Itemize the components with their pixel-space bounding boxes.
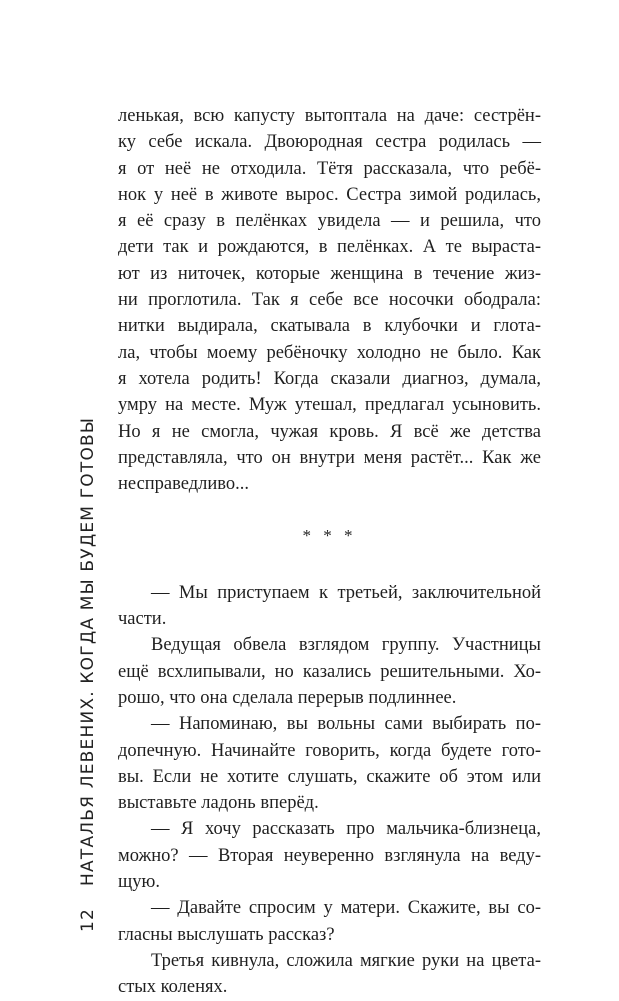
paragraph-continued [118, 103, 541, 497]
text-line: я хотела родить! Когда сказали диагноз, думала, [118, 368, 541, 389]
text-line: выставьте ладонь вперёд. [118, 793, 319, 814]
text-line: ещё всхлипывали, но казались решительными. Хо- [118, 661, 541, 682]
page-number: 12 [78, 907, 98, 932]
text-line: я от неё не отходила. Тётя рассказала, что ребё- [118, 158, 541, 179]
text-line: — Я хочу рассказать про мальчика-близнеца, [151, 819, 541, 840]
text-line: ла, чтобы моему ребёночку холодно не было. Как [118, 342, 541, 363]
running-title: НАТАЛЬЯ ЛЕВЕНИХ. КОГДА МЫ БУДЕМ ГОТОВЫ [78, 416, 98, 886]
body-text [118, 103, 541, 1001]
text-line: я её сразу в пелёнках увидела — и решила, что [118, 211, 541, 232]
text-line: умру на месте. Муж утешал, предлагал усыновить. [118, 395, 541, 416]
text-line: вы. Если не хотите слушать, скажите об этом или [118, 766, 541, 787]
text-line: Третья кивнула, сложила мягкие руки на цвета- [151, 950, 541, 971]
text-line: стых коленях. [118, 977, 228, 998]
dialogue-section [118, 580, 541, 1001]
section-separator: * * * [302, 526, 357, 546]
text-line: — Давайте спросим у матери. Скажите, вы со- [151, 898, 541, 919]
text-line: Ведущая обвела взглядом группу. Участницы [151, 635, 541, 656]
text-line: ленькая, всю капусту вытоптала на даче: сестрён- [118, 106, 541, 126]
text-line: несправедливо... [118, 474, 250, 495]
text-line: можно? — Вторая неуверенно взглянула на веду- [118, 845, 541, 866]
text-line: ку себе искала. Двоюродная сестра родилась — [118, 132, 541, 153]
text-line: ни проглотила. Так я себе все носочки ободрала: [118, 290, 541, 311]
text-line: части. [118, 609, 167, 630]
text-line: допечную. Начинайте говорить, когда будете гото- [118, 740, 541, 761]
text-line: ют из ниточек, которые женщина в течение жиз- [118, 263, 541, 284]
text-line: дети так и рождаются, в пелёнках. А те выраста- [118, 237, 541, 258]
text-line: щую. [118, 872, 160, 893]
text-line: Но я не смогла, чужая кровь. Я всё же детства [118, 421, 541, 442]
text-line: представляла, что он внутри меня растёт... Как же [118, 447, 541, 468]
text-line: нитки выдирала, скатывала в клубочки и глота- [118, 316, 541, 337]
text-line: — Напоминаю, вы вольны сами выбирать по- [151, 714, 541, 735]
text-line: — Мы приступаем к третьей, заключительной [151, 582, 541, 603]
text-line: рошо, что она сделала перерыв подлиннее. [118, 687, 457, 708]
running-header [78, 417, 98, 932]
text-line: гласны выслушать рассказ? [118, 924, 335, 945]
text-line: нок у неё в животе вырос. Сестра зимой родилась, [118, 184, 541, 205]
